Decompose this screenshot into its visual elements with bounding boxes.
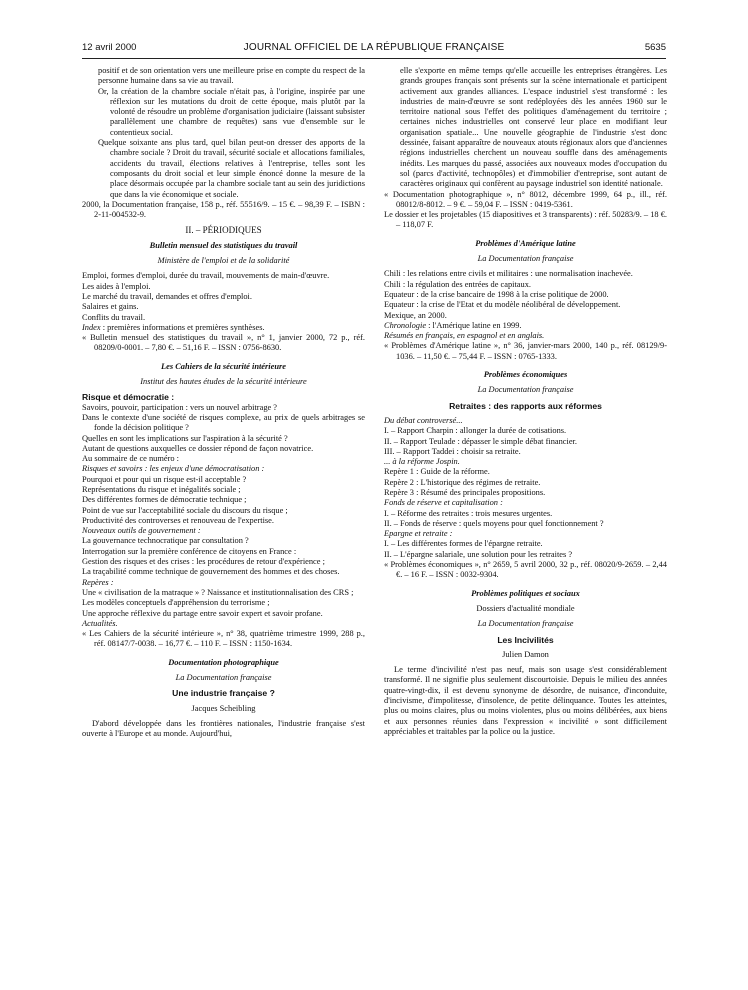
list-item: Représentations du risque et inégalités sociale ; [82,484,241,494]
list-item: Point de vue sur l'acceptabilité sociale du discours du risque ; [82,505,288,515]
paragraph: Quelque soixante ans plus tard, quel bilan peut-on dresser des apports de la chambre sociale ? Droit du travail, sécurité sociale et allocations familiales, accidents du travail, élections relatives à l'entreprise, telles sont les composants du droit social et leur simple énoncé donne la mesure de la place désormais occupée par la chambre sociale tant au sein des juridictions que dans la vie économique et sociale. [98,138,365,199]
index-label: Index [82,322,101,332]
list-item: Gestion des risques et des crises : les procédures de retour d'expérience ; [82,557,325,567]
publication-reference: « Bulletin mensuel des statistiques du travail », n° 1, janvier 2000, 72 p., réf. 08209/0-0001. – 7,80 €. – 51,16 F. – ISSN : 0756-8630. [82,333,365,353]
paragraph: positif et de son orientation vers une meilleure prise en compte du respect de la personne humaine dans sa vie au travail. [98,66,365,86]
periodical-title: Documentation photographique [168,657,279,667]
list-item: Une approche réflexive du partage entre savoir expert et savoir profane. [82,608,323,618]
list-item: I. – Les différentes formes de l'épargne retraite. [384,539,543,549]
subtitle-line: Dossiers d'actualité mondiale [476,603,575,613]
periodical-title: Problèmes d'Amérique latine [475,238,576,248]
list-item: Au sommaire de ce numéro : [82,454,179,464]
list-item: Salaires et gains. [82,302,139,312]
list-item: III. – Rapport Taddei : choisir sa retraite. [384,446,521,456]
list-item: I. – Réforme des retraites : trois mesures urgentes. [384,508,553,518]
periodical-title: Les Cahiers de la sécurité intérieure [161,361,286,371]
list-item: Autant de questions auxquelles ce dossier répond de façon novatrice. [82,443,314,453]
list-item: Index : premières informations et premières synthèses. [82,322,265,332]
issue-heading: Une industrie française ? [172,688,275,699]
list-item: La gouvernance technocratique par consultation ? [82,536,249,546]
subsection-label: Nouveaux outils de gouvernement : [82,526,201,536]
subsection-label: Fonds de réserve et capitalisation : [384,498,503,508]
publication-reference: « Documentation photographique », n° 8012, décembre 1999, 64 p., ill., réf. 08012/8-8012. – 9 €. – 59,04 F. – ISSN : 0419-5361. [384,189,667,209]
list-item: Repère 3 : Résumé des principales propositions. [384,487,546,497]
author-line: Julien Damon [502,649,549,659]
list-item: Equateur : la crise de l'Etat et du modèle néolibéral de développement. [384,300,621,310]
section-heading: II. – PÉRIODIQUES [185,225,262,236]
list-item: Les aides à l'emploi. [82,281,151,291]
publisher-line: La Documentation française [477,619,574,629]
list-item: La traçabilité comme technique de gouvernement des hommes et des choses. [82,567,340,577]
list-item: Les modèles conceptuels d'appréhension du terrorisme ; [82,598,270,608]
paragraph: D'abord développée dans les frontières nationales, l'industrie française s'est ouverte à l'Europe et au monde. Aujourd'hui, [82,718,365,739]
list-item: Savoirs, pouvoir, participation : vers un nouvel arbitrage ? [82,402,278,412]
subsection-label: Du débat controversé... [384,415,463,425]
subsection-label: Repères : [82,577,114,587]
list-item: Des différentes formes de démocratie technique ; [82,495,247,505]
list-item: Quelles en sont les implications sur l'aspiration à la sécurité ? [82,433,288,443]
list-item: II. – Rapport Teulade : dépasser le simple débat financier. [384,436,577,446]
periodical-title: Problèmes économiques [483,370,568,380]
list-item: Repère 2 : L'historique des régimes de retraite. [384,477,541,487]
list-item: Dans le contexte d'une société de risques complexe, au prix de quels arbitrages se fonde la décision politique ? [82,412,365,433]
list-item: Pourquoi et pour qui un risque est-il acceptable ? [82,474,247,484]
header-page-number: 5635 [644,42,666,53]
subsection-label: Risques et savoirs : les enjeux d'une démocratisation : [82,464,265,474]
list-item: Equateur : de la crise bancaire de 1998 à la crise politique de 2000. [384,289,609,299]
issue-heading: Les Incivilités [497,634,554,645]
periodical-title: Bulletin mensuel des statistiques du travail [149,240,298,250]
paragraph: Le terme d'incivilité n'est pas neuf, mais son usage s'est considérablement transformé. Il ne signifie plus seulement discourtoisie. Depuis le milieu des années quatre-vingt-dix, il est devenu synonyme de désordre, de nuisance, d'inconduite, d'incivisme, d'impolitesse, d'insolence, de petite délinquance. Toutes les atteintes, plus ou moins claires, plus ou moins violentes, plus ou moins délibérées, aux biens et aux personnes réunies dans l'expression « incivilité » sont difficilement appréciables et traitables par la police ou la justice. [384,665,667,736]
page-header [82,42,666,58]
periodical-title: Problèmes politiques et sociaux [471,588,580,598]
list-item: Conflits du travail. [82,312,146,322]
list-item: Emploi, formes d'emploi, durée du travail, mouvements de main-d'œuvre. [82,271,330,281]
publication-reference: Le dossier et les projetables (15 diapositives et 3 transparents) : réf. 50283/9. – 18 €. – 118,07 F. [384,210,667,230]
author-line: Jacques Scheibling [191,703,256,713]
publisher-line: La Documentation française [477,254,574,264]
subsection-label: ... à la réforme Jospin. [384,457,460,467]
publication-reference: « Problèmes d'Amérique latine », n° 36, janvier-mars 2000, 140 p., réf. 08129/9-1036. – 11,50 €. – 75,44 F. – ISSN : 0765-1333. [384,341,667,361]
chronologie-label: Chronologie [384,320,427,330]
list-item: Mexique, an 2000. [384,310,447,320]
list-item: Chronologie : l'Amérique latine en 1999. [384,320,522,330]
list-item: II. – L'épargne salariale, une solution pour les retraites ? [384,549,573,559]
list-item: Interrogation sur la première conférence de citoyens en France : [82,546,297,556]
list-item: Chili : la régulation des entrées de capitaux. [384,279,531,289]
subsection-label: Epargne et retraite : [384,529,453,539]
paragraph: Or, la création de la chambre sociale n'était pas, à l'origine, inspirée par une réflexion sur les mutations du droit de cette époque, mais plutôt par la volonté de résoudre un problème d'organisation judiciaire (laissant subsister parallèlement une chambre de requêtes) sans vue d'ensemble sur le contentieux social. [98,86,365,137]
issue-heading: Risque et démocratie : [82,392,175,403]
list-item: II. – Fonds de réserve : quels moyens pour quel fonctionnement ? [384,518,604,528]
publisher-line: La Documentation française [477,385,574,395]
publisher-line: Institut des hautes études de la sécurité intérieure [140,377,307,387]
list-item: Résumés en français, en espagnol et en anglais. [384,331,545,341]
publication-reference: « Les Cahiers de la sécurité intérieure », n° 38, quatrième trimestre 1999, 288 p., réf. 08147/7-0038. – 16,77 €. – 110 F. – ISSN : 1150-1634. [82,629,365,649]
list-item: Productivité des controverses et renouveau de l'expertise. [82,515,274,525]
list-item: Chili : les relations entre civils et militaires : une normalisation inachevée. [384,269,633,279]
publication-reference: « Problèmes économiques », n° 2659, 5 avril 2000, 32 p., réf. 08020/9-2659. – 2,44 €. – 16 F. – ISSN : 0032-9304. [384,560,667,580]
header-date: 12 avril 2000 [82,42,137,53]
header-rule [82,58,666,59]
list-item: I. – Rapport Charpin : allonger la durée de cotisations. [384,426,567,436]
publisher-line: Ministère de l'emploi et de la solidarité [157,256,290,266]
left-column [82,66,365,740]
subsection-label: Actualités. [82,618,118,628]
header-title: JOURNAL OFFICIEL DE LA RÉPUBLIQUE FRANÇAISE [243,42,505,53]
paragraph: elle s'exporte en même temps qu'elle accueille les entreprises étrangères. Les grands groupes français sont présents sur la scène internationale et participent activement aux grandes alliances. L'espace industriel s'est transformé : les industries de main-d'œuvre se sont redéployées dès les années 1960 sur le territoire national sous l'effet des politiques d'aménagement du territoire ; certaines niches industrielles ont conservé leur place en modifiant leur organisation spatiale... Une nouvelle géographie de l'industrie s'est donc dessinée, faisant apparaître de nouveaux atouts régionaux alors que d'anciennes régions industrielles cherchent un nouveau souffle dans des aménagements inédits. Les marques du passé, associées aux nouveaux modes d'occupation du sol (parcs d'activité, technopôles) et d'immobilier d'entreprise, sont autant de caractères originaux qui confèrent au paysage industriel son identité nationale. [400,66,667,189]
right-column [384,66,667,737]
list-item: Le marché du travail, demandes et offres d'emploi. [82,291,252,301]
publication-reference: 2000, la Documentation française, 158 p., réf. 55516/9. – 15 €. – 98,39 F. – ISBN : 2-11-004532-9. [82,199,365,220]
publisher-line: La Documentation française [175,673,272,683]
list-item: Repère 1 : Guide de la réforme. [384,467,490,477]
issue-heading: Retraites : des rapports aux réformes [449,400,602,411]
list-item: Une « civilisation de la matraque » ? Naissance et institutionnalisation des CRS ; [82,587,354,597]
